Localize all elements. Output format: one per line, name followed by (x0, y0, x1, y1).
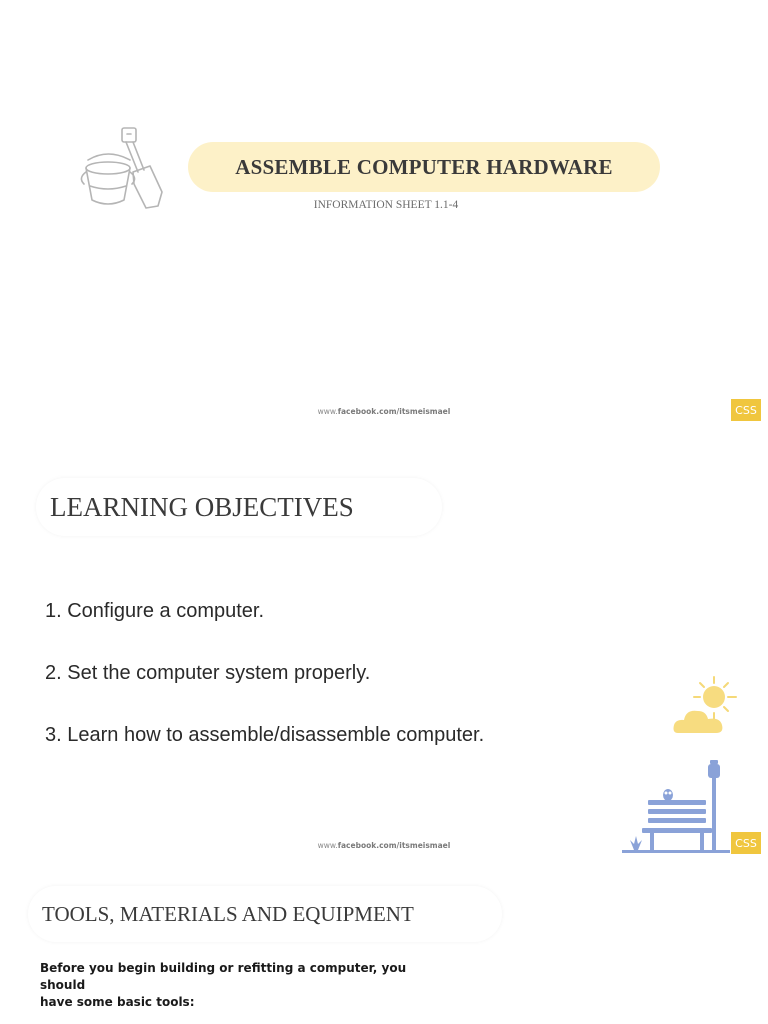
bucket-and-shovel-icon (78, 122, 170, 212)
title-banner (188, 142, 660, 192)
link-main: facebook.com/itsmeismael (337, 841, 451, 850)
facebook-link[interactable] (284, 841, 484, 850)
section-heading: TOOLS, MATERIALS AND EQUIPMENT (42, 901, 414, 926)
heading-banner (36, 478, 442, 536)
heading-banner (28, 886, 502, 942)
slide-2 (0, 430, 768, 860)
link-prefix: www. (317, 407, 338, 416)
facebook-link[interactable] (284, 407, 484, 416)
body-paragraph (40, 960, 420, 1011)
park-bench-icon (620, 760, 732, 856)
section-heading: LEARNING OBJECTIVES (50, 491, 354, 522)
subtitle: INFORMATION SHEET 1.1-4 (313, 199, 459, 211)
sun-cloud-icon (670, 675, 742, 737)
objective-item: 1. Configure a computer. (45, 600, 265, 622)
objective-item: 2. Set the computer system properly. (45, 662, 371, 684)
body-line: have some basic tools: (40, 995, 195, 1009)
css-badge: CSS (731, 832, 761, 854)
page-title: ASSEMBLE COMPUTER HARDWARE (235, 154, 613, 179)
body-line: Before you begin building or refitting a computer, you should (40, 961, 407, 992)
slide-1 (0, 0, 768, 430)
link-prefix: www. (317, 841, 338, 850)
link-main: facebook.com/itsmeismael (337, 407, 451, 416)
objective-item: 3. Learn how to assemble/disassemble computer. (45, 724, 485, 746)
css-badge: CSS (731, 399, 761, 421)
